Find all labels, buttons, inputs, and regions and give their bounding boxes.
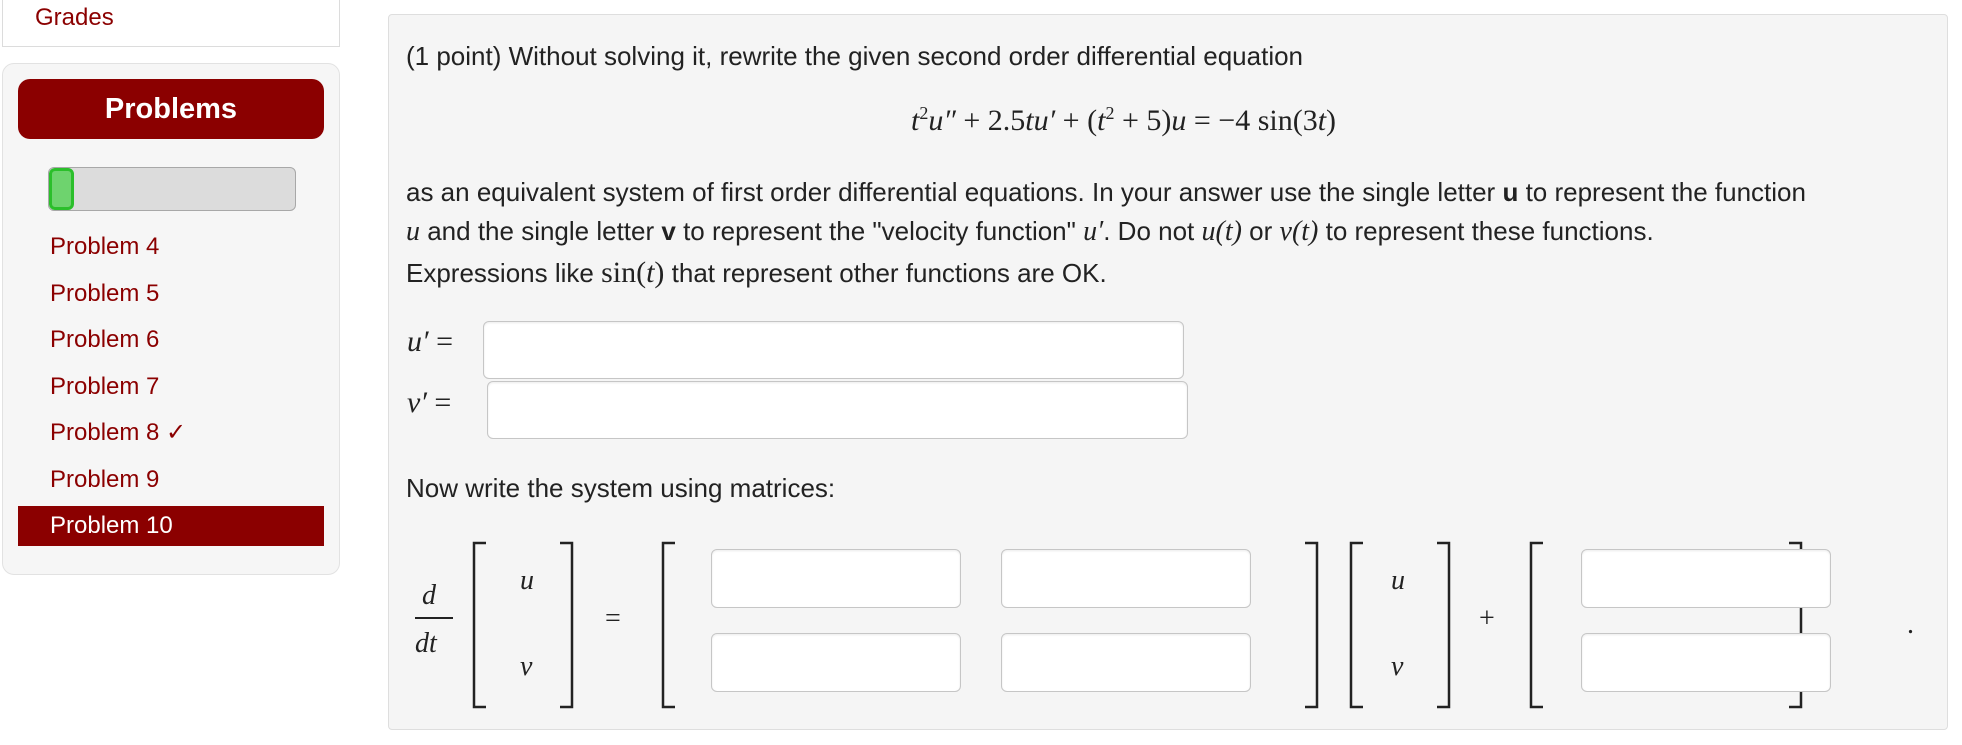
given-equation: $t^2u'' + 2.5tu' + (t^2 + 5)u = -4$ sin(3t) bbox=[911, 103, 1337, 137]
instructions-line-3: Expressions like sin(t) that represent other functions are OK. bbox=[406, 256, 1107, 289]
sidebar-item-problem-7[interactable]: Problem 7 bbox=[50, 372, 160, 400]
matrix-a11-input[interactable] bbox=[711, 549, 961, 608]
matrix-a12-input[interactable] bbox=[1001, 549, 1251, 608]
matrix-prompt: Now write the system using matrices: bbox=[406, 473, 836, 503]
v-prime-input[interactable] bbox=[487, 381, 1188, 439]
problem-intro: (1 point) Without solving it, rewrite the given second order differential equation bbox=[406, 41, 1304, 71]
fraction-bar bbox=[415, 617, 453, 619]
matrix-equals: = bbox=[605, 603, 621, 634]
problems-panel bbox=[2, 63, 340, 575]
problem-panel bbox=[388, 14, 1948, 730]
instructions-line-2: u and the single letter v to represent the "velocity function" u′. Do not u(t) or v(t) to represent these functions. bbox=[406, 216, 1654, 247]
problems-header: Problems bbox=[18, 79, 324, 139]
v-prime-label: v′ = bbox=[407, 386, 452, 419]
matrix-period: . bbox=[1907, 609, 1914, 640]
derivative-d: d bbox=[422, 580, 436, 611]
vector-u-left: u bbox=[520, 565, 534, 596]
sidebar-item-problem-6[interactable]: Problem 6 bbox=[50, 326, 160, 353]
matrix-plus: + bbox=[1479, 603, 1495, 634]
progress-bar bbox=[48, 167, 296, 211]
sidebar-item-problem-9[interactable]: Problem 9 bbox=[50, 465, 160, 493]
derivative-dt: dt bbox=[415, 628, 437, 659]
sidebar-item-problem-4[interactable]: Problem 4 bbox=[50, 233, 160, 260]
matrix-a22-input[interactable] bbox=[1001, 633, 1251, 692]
u-prime-input[interactable] bbox=[483, 321, 1184, 379]
grades-link[interactable]: Grades bbox=[35, 4, 114, 31]
sidebar-item-problem-5[interactable]: Problem 5 bbox=[50, 279, 160, 307]
matrix-a21-input[interactable] bbox=[711, 633, 961, 692]
problem-list bbox=[18, 227, 324, 553]
grades-box bbox=[2, 0, 340, 47]
vector-b2-input[interactable] bbox=[1581, 633, 1831, 692]
vector-v-right: v bbox=[1391, 651, 1404, 682]
vector-b1-input[interactable] bbox=[1581, 549, 1831, 608]
vector-u-right: u bbox=[1391, 565, 1405, 596]
sidebar-item-problem-10[interactable]: Problem 10 bbox=[18, 506, 324, 546]
progress-bar-fill bbox=[49, 168, 74, 210]
instructions-line-1: as an equivalent system of first order differential equations. In your answer use the single letter u to represent the function bbox=[406, 177, 1806, 207]
vector-v-left: v bbox=[520, 651, 533, 682]
sidebar-item-problem-8[interactable]: Problem 8 ✓ bbox=[50, 419, 187, 446]
u-prime-label: u′ = bbox=[407, 325, 453, 358]
